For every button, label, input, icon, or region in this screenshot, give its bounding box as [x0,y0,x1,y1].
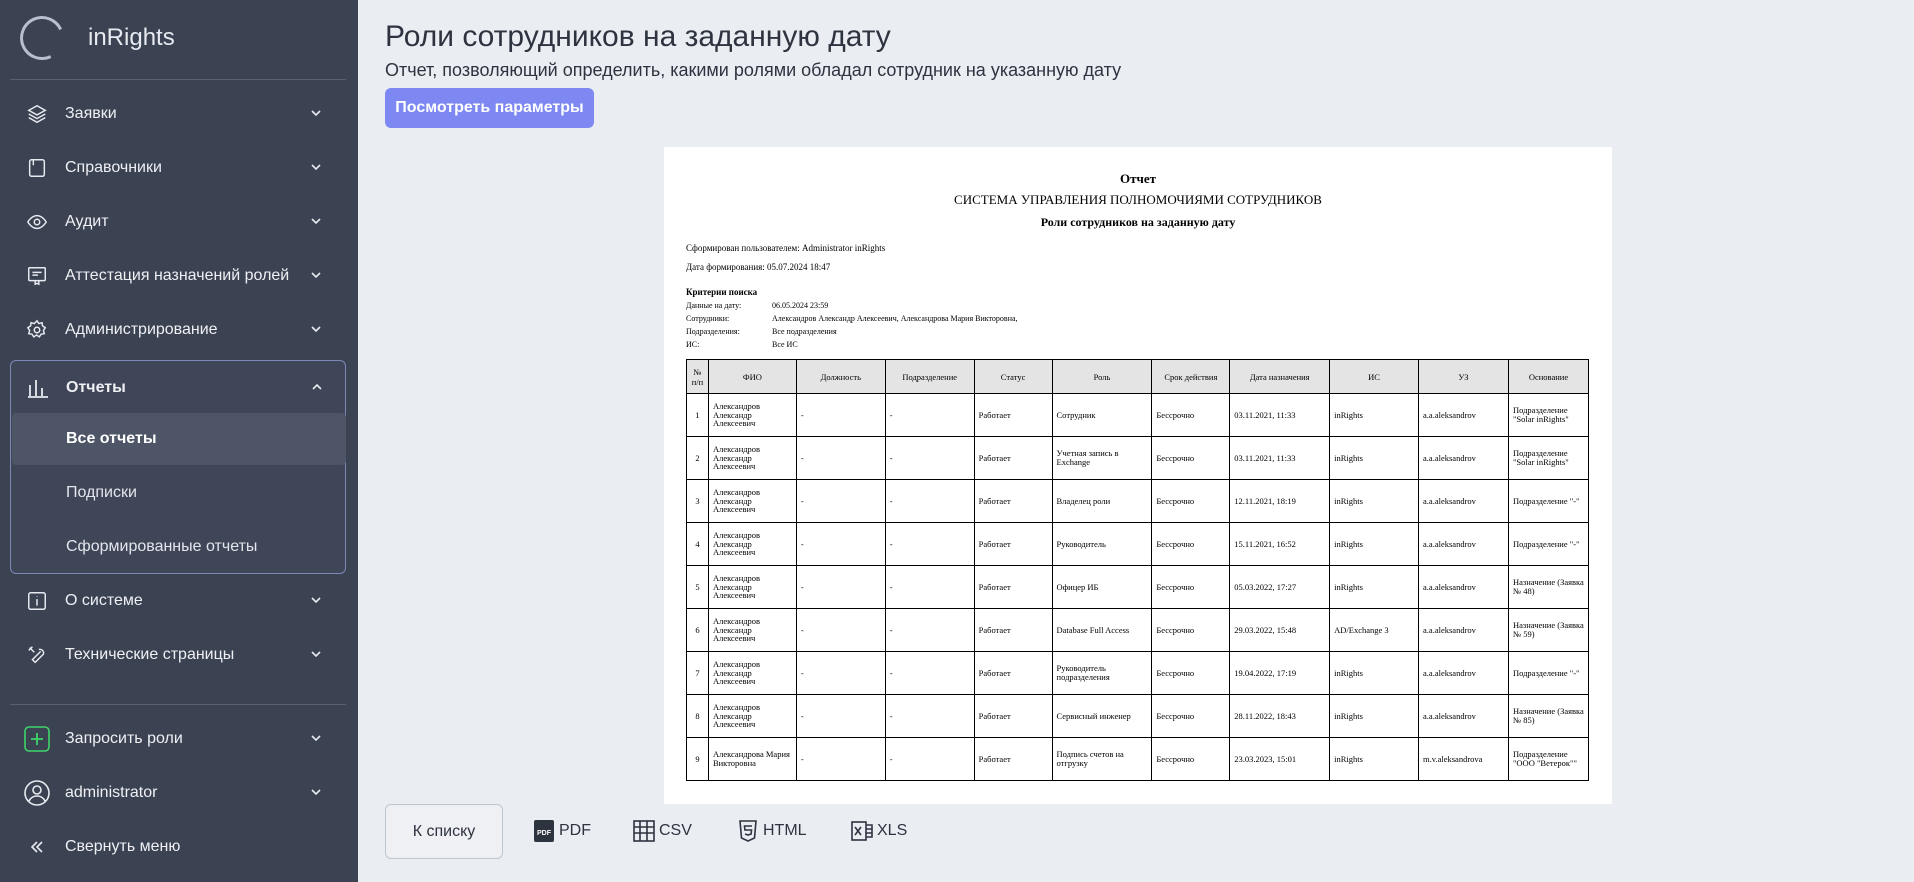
sub-item-generated-reports[interactable] [12,521,346,573]
column-header: Дата назначения [1230,360,1330,394]
table-cell: inRights [1330,695,1419,738]
table-cell: Бессрочно [1152,394,1230,437]
nav-item-attestation[interactable] [10,249,346,303]
table-cell: Бессрочно [1152,437,1230,480]
table-cell: - [796,394,885,437]
report-generated-at: Дата формирования: 05.07.2024 18:47 [686,262,831,272]
criteria-row [686,314,1018,323]
nav-label: Отчеты [66,379,126,396]
table-cell: - [796,480,885,523]
table-cell: Подразделение "-" [1508,480,1588,523]
column-header: УЗ [1419,360,1509,394]
divider [10,704,346,705]
sub-item-all-reports[interactable] [12,413,346,465]
table-cell: - [796,695,885,738]
table-cell: m.v.aleksandrova [1419,738,1509,781]
chevron-down-icon [310,215,322,227]
info-icon [24,589,50,613]
column-header: ФИО [708,360,796,394]
eye-icon [24,210,50,234]
table-row [687,437,1589,480]
table-row [687,695,1589,738]
table-cell: - [796,609,885,652]
table-cell: Подразделение "ООО "Ветерок"" [1508,738,1588,781]
criteria-key: Сотрудники: [686,314,730,323]
book-icon [24,156,50,180]
export-label: PDF [559,822,591,839]
nav-item-reports[interactable] [11,361,345,415]
table-cell: Александров Александр Алексеевич [708,609,796,652]
criteria-row [686,340,798,349]
table-cell: 28.11.2022, 18:43 [1230,695,1330,738]
table-cell: Работает [974,394,1052,437]
table-cell: Александров Александр Алексеевич [708,523,796,566]
table-cell: Александров Александр Алексеевич [708,566,796,609]
criteria-row [686,327,837,336]
export-label: CSV [659,822,692,839]
tools-icon [24,643,50,667]
table-cell: - [796,652,885,695]
table-cell: Бессрочно [1152,652,1230,695]
request-roles-label: Запросить роли [65,730,183,747]
table-cell: Работает [974,437,1052,480]
table-cell: 5 [687,566,709,609]
nav-item-administration[interactable] [10,303,346,357]
table-cell: Сотрудник [1052,394,1152,437]
certificate-icon [24,264,50,288]
table-cell: Database Full Access [1052,609,1152,652]
export-csv-button[interactable] [633,816,692,846]
export-pdf-button[interactable] [533,816,591,846]
table-cell: Работает [974,566,1052,609]
table-cell: inRights [1330,480,1419,523]
table-row [687,652,1589,695]
column-header: Срок действия [1152,360,1230,394]
report-heading: Отчет [1120,171,1156,186]
page-title: Роли сотрудников на заданную дату [385,20,891,53]
table-cell: - [885,695,974,738]
nav-item-directories[interactable] [10,141,346,195]
nav-label: Аттестация назначений ролей [65,267,290,284]
criteria-key: Данные на дату: [686,301,742,310]
column-header: Подразделение [885,360,974,394]
table-cell: 1 [687,394,709,437]
nav-label: Справочники [65,159,162,176]
table-row [687,480,1589,523]
table-cell: Работает [974,480,1052,523]
table-cell: 2 [687,437,709,480]
chevron-down-icon [310,323,322,335]
table-cell: Бессрочно [1152,523,1230,566]
chevron-down-icon [310,161,322,173]
html5-icon [737,820,759,842]
table-cell: - [796,523,885,566]
table-cell: Работает [974,738,1052,781]
table-cell: Бессрочно [1152,738,1230,781]
chevron-down-icon [310,269,322,281]
table-cell: - [885,523,974,566]
table-row [687,394,1589,437]
table-cell: - [796,566,885,609]
criteria-value: Александров Александр Алексеевич, Александрова Мария Викторовна, [772,314,1018,323]
bar-chart-icon [25,376,51,400]
table-header-row [687,360,1589,394]
nav-item-requests[interactable] [10,87,346,141]
table-cell: Бессрочно [1152,566,1230,609]
column-header: ИС [1330,360,1419,394]
pdf-icon [533,820,555,842]
table-cell: Назначение (Заявка № 59) [1508,609,1588,652]
table-cell: a.a.aleksandrov [1419,394,1509,437]
table-cell: 05.03.2022, 17:27 [1230,566,1330,609]
table-cell: Подразделение "-" [1508,523,1588,566]
table-row [687,738,1589,781]
criteria-key: Подразделения: [686,327,740,336]
plus-icon [24,727,50,751]
reports-group [10,360,346,574]
collapse-menu-button[interactable] [10,820,346,874]
table-cell: a.a.aleksandrov [1419,480,1509,523]
user-avatar-icon [24,781,50,805]
table-cell: a.a.aleksandrov [1419,652,1509,695]
table-cell: Сервисный инженер [1052,695,1152,738]
criteria-row [686,301,828,310]
table-body [687,394,1589,781]
chevron-down-icon [310,648,322,660]
table-grid-icon [633,820,655,842]
chevron-down-icon [310,786,322,798]
chevron-down-icon [310,107,322,119]
report-preview [664,147,1612,804]
sub-item-subscriptions[interactable] [12,467,346,519]
table-cell: - [885,394,974,437]
nav-label: О системе [65,592,143,609]
column-header: Основание [1508,360,1588,394]
report-system-name: СИСТЕМА УПРАВЛЕНИЯ ПОЛНОМОЧИЯМИ СОТРУДНИКОВ [954,192,1322,207]
request-roles-button[interactable] [10,712,346,766]
table-cell: inRights [1330,566,1419,609]
table-cell: - [885,609,974,652]
table-cell: 23.03.2023, 15:01 [1230,738,1330,781]
nav-item-tech-pages[interactable] [10,628,346,682]
table-cell: AD/Exchange 3 [1330,609,1419,652]
table-cell: - [885,566,974,609]
table-cell: 6 [687,609,709,652]
table-cell: - [796,738,885,781]
sidebar [0,0,358,882]
table-cell: Назначение (Заявка № 85) [1508,695,1588,738]
table-cell: - [885,652,974,695]
report-title: Роли сотрудников на заданную дату [1040,215,1236,229]
table-cell: Учетная запись в Exchange [1052,437,1152,480]
table-cell: Бессрочно [1152,609,1230,652]
table-cell: 03.11.2021, 11:33 [1230,394,1330,437]
table-cell: - [885,437,974,480]
table-cell: Офицер ИБ [1052,566,1152,609]
table-cell: Александров Александр Алексеевич [708,394,796,437]
report-table [686,359,1589,781]
app-logo-icon [14,10,70,66]
table-cell: Подразделение "Solar inRights" [1508,394,1588,437]
nav-label: Заявки [65,105,117,122]
criteria-key: ИС: [686,340,700,349]
table-cell: 4 [687,523,709,566]
nav-item-about[interactable] [10,574,346,628]
view-parameters-button[interactable]: Посмотреть параметры [385,88,594,128]
table-cell: Руководитель подразделения [1052,652,1152,695]
back-to-list-button[interactable]: К списку [385,804,503,859]
user-name: administrator [65,784,158,801]
sub-item-label: Сформированные отчеты [66,538,258,555]
table-cell: Работает [974,523,1052,566]
export-html-button[interactable] [737,816,807,846]
criteria-value: Все ИС [772,340,798,349]
table-cell: 12.11.2021, 18:19 [1230,480,1330,523]
sub-item-label: Подписки [66,484,137,501]
export-xls-button[interactable] [851,816,907,846]
svg-text:PDF: PDF [537,830,551,837]
chevron-up-icon [311,381,323,393]
table-cell: Александров Александр Алексеевич [708,695,796,738]
table-cell: a.a.aleksandrov [1419,523,1509,566]
table-cell: inRights [1330,738,1419,781]
nav-item-audit[interactable] [10,195,346,249]
table-cell: Руководитель [1052,523,1152,566]
table-cell: a.a.aleksandrov [1419,609,1509,652]
table-row [687,523,1589,566]
table-cell: 7 [687,652,709,695]
table-cell: a.a.aleksandrov [1419,566,1509,609]
table-row [687,566,1589,609]
double-chevron-left-icon [24,835,50,859]
nav-label: Аудит [65,213,109,230]
table-cell: - [796,437,885,480]
table-cell: Подразделение "-" [1508,652,1588,695]
table-cell: Александрова Мария Викторовна [708,738,796,781]
table-cell: Александров Александр Алексеевич [708,652,796,695]
table-cell: Подпись счетов на отгрузку [1052,738,1152,781]
criteria-title: Критерии поиска [686,287,758,297]
table-row [687,609,1589,652]
export-label: XLS [877,822,908,839]
table-cell: Александров Александр Алексеевич [708,437,796,480]
report-generated-by: Сформирован пользователем: Administrator inRights [686,243,886,253]
table-cell: 19.04.2022, 17:19 [1230,652,1330,695]
column-header: № п/п [687,360,709,394]
table-cell: Владелец роли [1052,480,1152,523]
page-subtitle: Отчет, позволяющий определить, какими ролями обладал сотрудник на указанную дату [385,60,1122,80]
table-cell: 03.11.2021, 11:33 [1230,437,1330,480]
layers-icon [24,102,50,126]
divider [10,79,346,80]
table-cell: 29.03.2022, 15:48 [1230,609,1330,652]
table-cell: 3 [687,480,709,523]
table-cell: - [885,480,974,523]
nav-label: Технические страницы [65,646,235,663]
table-cell: a.a.aleksandrov [1419,695,1509,738]
column-header: Должность [796,360,885,394]
table-cell: 9 [687,738,709,781]
table-cell: Работает [974,609,1052,652]
brand-name: inRights [88,24,175,51]
table-cell: inRights [1330,394,1419,437]
table-cell: inRights [1330,437,1419,480]
table-cell: Бессрочно [1152,480,1230,523]
table-cell: Александров Александр Алексеевич [708,480,796,523]
gear-icon [24,318,50,342]
table-cell: inRights [1330,652,1419,695]
table-cell: - [885,738,974,781]
table-cell: Подразделение "Solar inRights" [1508,437,1588,480]
chevron-down-icon [310,594,322,606]
excel-icon [851,820,873,842]
table-cell: Работает [974,652,1052,695]
user-menu[interactable] [10,766,346,820]
table-cell: a.a.aleksandrov [1419,437,1509,480]
table-cell: 8 [687,695,709,738]
table-cell: Работает [974,695,1052,738]
nav-label: Администрирование [65,321,218,338]
sub-item-label: Все отчеты [66,430,157,447]
export-label: HTML [763,822,807,839]
criteria-value: Все подразделения [772,327,837,336]
table-cell: Бессрочно [1152,695,1230,738]
table-cell: inRights [1330,523,1419,566]
criteria-value: 06.05.2024 23:59 [772,301,829,310]
chevron-down-icon [310,732,322,744]
column-header: Статус [974,360,1052,394]
table-cell: Назначение (Заявка № 48) [1508,566,1588,609]
column-header: Роль [1052,360,1152,394]
collapse-menu-label: Свернуть меню [65,838,181,855]
table-cell: 15.11.2021, 16:52 [1230,523,1330,566]
